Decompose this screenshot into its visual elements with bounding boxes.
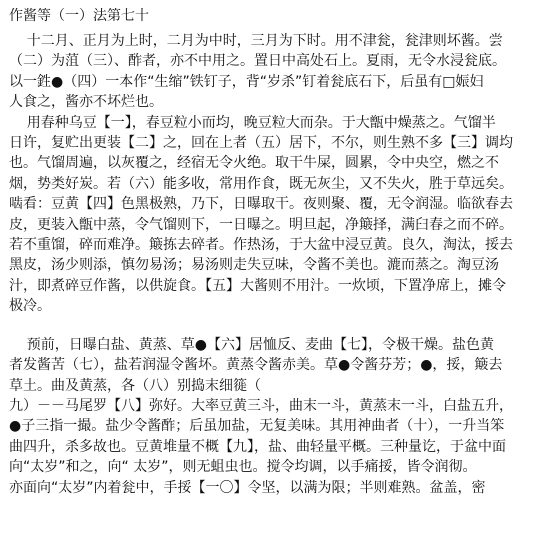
text-line: 也。气馏周遍，以灰覆之，经宿无令火绝。取干牛屎，圆累，令中央空，燃之不 xyxy=(9,155,499,172)
text-line: 以一鉎●（四）一本作“生缩”铁钉子，背“岁杀”钉着瓮底石下，后虽有□娠妇 xyxy=(9,73,484,90)
chapter-title: 作酱等（一）法第七十 xyxy=(9,8,149,24)
text-line: 汁，即煮碎豆作酱，以供旋食。【五】大酱则不用汁。一炊顷，下置净席上，摊令 xyxy=(9,277,506,294)
text-line: 十二月、正月为上时，二月为中时，三月为下时。用不津瓮，瓮津则坏酱。尝 xyxy=(9,33,503,49)
text-line: 者发酱苦（七），盐若润湿令酱坏。黄蒸令酱赤美。草●令酱芬芳；●，挼，簸去 xyxy=(9,357,503,374)
text-line: 亦面向“太岁”内着瓮中，手挼【一〇】令坚，以满为限；半则难熟。盆盖，密 xyxy=(9,479,486,496)
text-line: （二）为菹（三）、酢者，亦不中用之。置日中高处石上。夏雨，无令水浸瓮底。 xyxy=(9,53,506,70)
text-line: 日许，复贮出更装【二】之，回在上者（五）居下，不尔，则生熟不多【三】调均 xyxy=(9,135,513,152)
text-line: 曲四升，杀多故也。豆黄堆量不概【九】，盐、曲轻量平概。三种量讫，于盆中面 xyxy=(9,438,506,455)
text-line: 若不重馏，碎而难净。簸拣去碎者。作热汤，于大盆中浸豆黄。良久，淘汰，挼去 xyxy=(9,237,513,254)
paragraph-2 xyxy=(9,113,546,317)
paragraph-3 xyxy=(9,335,546,498)
paragraph-gap xyxy=(9,317,546,335)
text-line: ●子三指一撮。盐少令酱酢；后虽加盐，无复美味。其用神曲者（十），一升当笨 xyxy=(9,418,505,435)
text-line: 人食之，酱亦不坏烂也。 xyxy=(9,94,163,111)
text-line: 啮看：豆黄【四】色黑极熟，乃下，日曝取干。夜则聚、覆，无令润湿。临欲春去 xyxy=(9,196,513,213)
text-line: 用春种乌豆【一】，春豆粒小而均，晚豆粒大而杂。于大甑中燥蒸之。气馏半 xyxy=(9,114,496,131)
text-line: 皮，更装入甑中蒸，令气馏则下，一日曝之。明旦起，净簸择，满臼春之而不碎。 xyxy=(9,216,513,233)
text-line: 极冷。 xyxy=(9,298,51,315)
text-line: 预前，日曝白盐、黄蒸、草●【六】居恤反、麦曲【七】，令极干燥。盐色黄 xyxy=(9,336,495,353)
text-line: 九）－－马尾罗【八】弥好。大率豆黄三斗，曲末一斗，黄蒸末一斗，白盐五升， xyxy=(9,397,513,414)
text-line: 黑皮，汤少则添，慎勿易汤；易汤则走失豆味，令酱不美也。漉而蒸之。淘豆汤 xyxy=(9,257,499,274)
text-line: 草土。曲及黄蒸，各（八）别捣末细簁（ xyxy=(9,377,261,394)
text-line: 向“太岁”和之，向“ 太岁”，则无蛆虫也。搅令均调，以手痛挼，皆令润彻。 xyxy=(9,459,477,476)
text-line: 烟，势类好炭。若（六）能多收，常用作食，既无灰尘，又不失火，胜于草远矣。 xyxy=(9,175,513,192)
paragraph-1 xyxy=(9,31,546,113)
